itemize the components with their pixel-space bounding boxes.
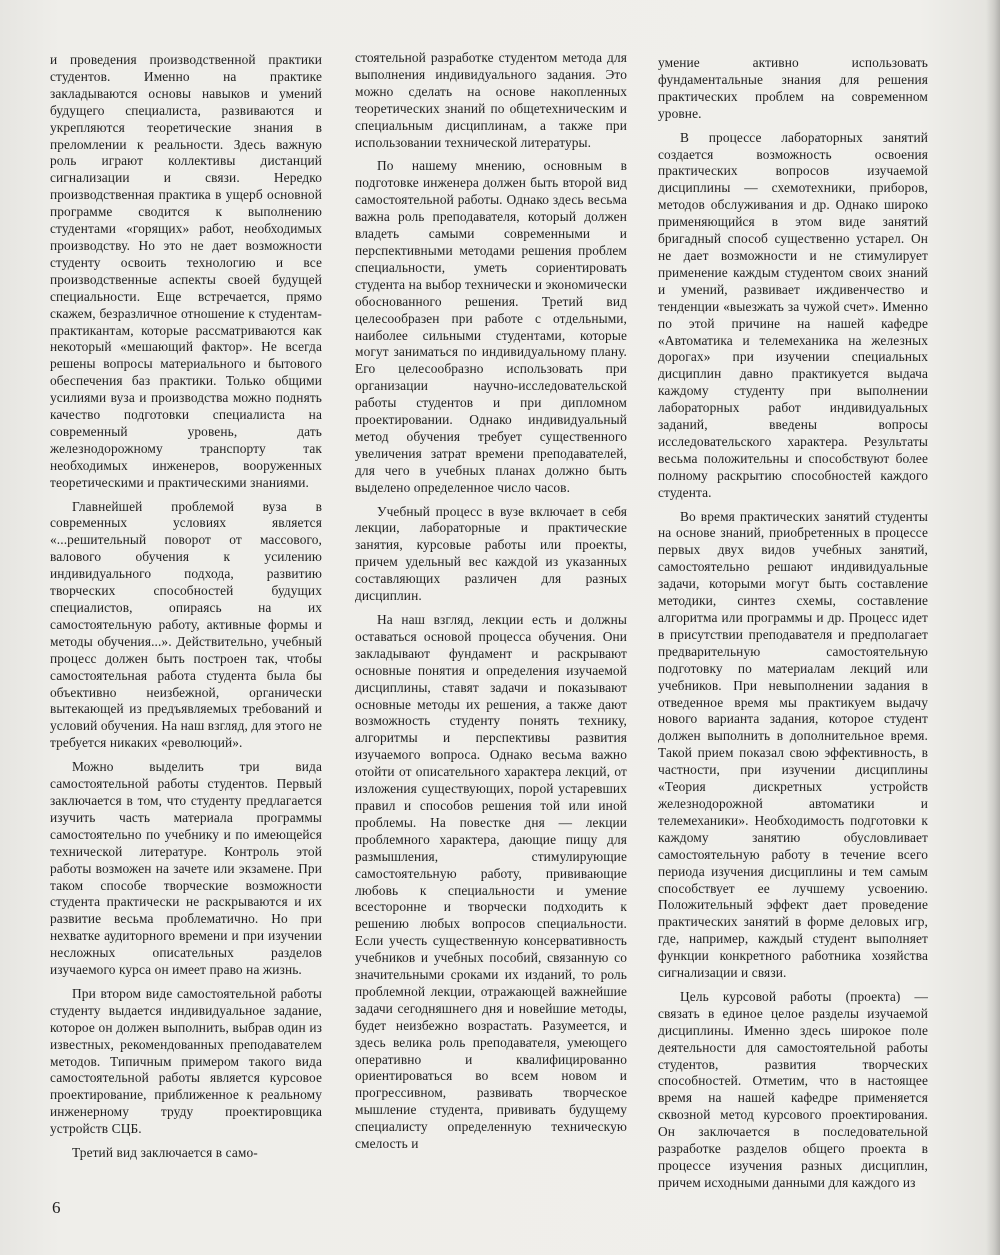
text-column-3 [658,55,928,1199]
paragraph: Учебный процесс в вузе включает в себя лекции, лабораторные и практические занятия, курсовые работы или проекты, причем удельный вес каждой из указанных составляющих различен для разных дисциплин. [355,503,627,604]
page-edge-shadow [986,0,1000,1255]
text-column-1 [50,52,322,1169]
paragraph: По нашему мнению, основным в подготовке инженера должен быть второй вид самостоятельной работы. Однако здесь весьма важна роль преподавателя, который должен владеть самыми современными и перспективными методами решения проблем специальности, уметь сориентировать студента на выбор технически и экономически обоснованного решения. Третий вид целесообразен при работе с отдельными, наиболее сильными студентами, которые могут заниматься по индивидуальному плану. Его целесообразно использовать при организации научно-исследовательской работы студентов и при дипломном проектировании. Однако индивидуальный метод обучения требует существенного увеличения затрат времени преподавателей, для чего в учебных планах должно быть выделено определенное число часов. [355,158,627,495]
paragraph: Главнейшей проблемой вуза в современных условиях является «...решительный поворот от массового, валового обучения к усилению индивидуального подхода, развитию творческих способностей будущих специалистов, опираясь на их самостоятельную работу, активные формы и методы обучения...». Действительно, учебный процесс должен быть построен так, чтобы самостоятельная работа студента была бы объективно неизбежной, органически вытекающей из предъявляемых требований и условий обучения. На наш взгляд, для этого не требуется никаких «революций». [50,498,323,751]
paragraph: и проведения производственной практики студентов. Именно на практике закладываются основы навыков и умений будущего специалиста, развиваются и укрепляются теоретические знания в преломлении к реальности. Здесь важную роль играют коллективы дистанций сигнализации и связи. Нередко производственная практика в ущерб основной программе сводится к выполнению студентами «горящих» работ, необходимых производству. Но это не дает возможности студенту освоить технологию и все производственные аспекты своей будущей специальности. Еще встречается, прямо скажем, безразличное отношение к студентам-практикантам, которые рассматриваются как некоторый «мешающий фактор». Не всегда решены вопросы материального и бытового обеспечения баз практики. Только общими усилиями вуза и производства можно поднять качество подготовки специалиста на современный уровень, дать железнодорожному транспорту так необходимых инженеров, вооруженных теоретическими и практическими знаниями. [50,52,322,490]
paragraph: На наш взгляд, лекции есть и должны оставаться основой процесса обучения. Они закладывают фундамент и раскрывают основные понятия и определения изучаемой дисциплины, ставят задачи и показывают основные методы их решения, а также дают возможность студенту понять технику, алгоритмы и перспективы развития изучаемого вопроса. Однако весьма важно отойти от описательного характера лекций, от изложения существующих, порой устаревших правил и способов решения той или иной проблемы. На повестке дня — лекции проблемного характера, дающие пищу для размышления, стимулирующие самостоятельную работу, прививающие любовь к специальности и умение всесторонне и творчески подходить к решению любых вопросов специальности. Если учесть существенную консервативность учебников и учебных пособий, связанную со значительными сроками их изданий, то роль проблемной лекции, отражающей важнейшие задачи сегодняшнего дня и новейшие методы, будет неизбежно возрастать. Разумеется, и здесь велика роль преподавателя, умеющего оперативно и квалифицированно ориентироваться во всем новом и прогрессивном, развивать творческое мышление студента, прививать будущему специалисту определенную техническую смелость и [355,612,627,1152]
paragraph: умение активно использовать фундаментальные знания для решения практических проблем на современном уровне. [658,55,928,121]
paragraph: В процессе лабораторных занятий создается возможность освоения практических вопросов изучаемой дисциплины — схемотехники, приборов, методов обслуживания и др. Однако широко применяющийся в этом виде занятий бригадный способ существенно устарел. Он не дает возможности и не стимулирует применение каждым студентом своих знаний и умений, развивает иждивенчество и тенденции «выезжать за чужой счет». Именно по этой причине на нашей кафедре «Автоматика и телемеханика на железных дорогах» при изучении специальных дисциплин давно практикуется выдача каждому студенту при выполнении лабораторных работ индивидуальных заданий, введены вопросы исследовательского характера. Результаты весьма положительны и способствуют более полному раскрытию способностей каждого студента. [658,129,928,500]
page-number: 6 [52,1198,61,1217]
text-column-2 [355,50,627,1160]
paragraph: Цель курсовой работы (проекта) — связать в единое целое разделы изучаемой дисциплины. Именно здесь широкое поле деятельности для самостоятельной работы студентов, развития творческих способностей. Отметим, что в настоящее время на нашей кафедре применяется сквозной метод курсового проектирования. Он заключается в последовательной разработке разделов общего проекта в процессе изучения разных дисциплин, причем исходными данными для каждого из [658,988,928,1190]
paragraph: Во время практических занятий студенты на основе знаний, приобретенных в процессе первых двух видов учебных занятий, самостоятельно решают индивидуальные задачи, которыми могут быть составление методики, синтез схемы, составление алгоритма или программы и др. Процесс идет в присутствии преподавателя и предполагает предварительную самостоятельную подготовку по материалам лекций или учебников. При невыполнении задания в отведенное время мы практикуем выдачу нового варианта задания, которое студент должен выполнить в дополнительное время. Такой прием показал свою эффективность, в частности, при изучении дисциплины «Теория дискретных устройств железнодорожной автоматики и телемеханики». Необходимость подготовки к каждому занятию обусловливает самостоятельную работу в течение всего периода изучения дисциплины и тем самым способствует ее лучшему усвоению. Положительный эффект дает проведение практических занятий в форме деловых игр, где, например, каждый студент выполняет функции конкретного работника хозяйства сигнализации и связи. [658,508,928,981]
paragraph: стоятельной разработке студентом метода для выполнения индивидуального задания. Это можно сделать на основе накопленных теоретических знаний по общетехническим и специальным дисциплинам, а также при использовании технической литературы. [355,50,627,150]
paragraph: Третий вид заключается в само- [72,1145,258,1161]
paragraph: При втором виде самостоятельной работы студенту выдается индивидуальное задание, которое он должен выполнить, выбрав один из известных, рекомендованных преподавателем методов. Типичным примером такого вида самостоятельной работы является курсовое проектирование, приближенное к реальному инженерному труду проектировщика устройств СЦБ. [50,985,322,1137]
paragraph: Можно выделить три вида самостоятельной работы студентов. Первый заключается в том, что студенту предлагается изучить часть материала программы самостоятельно по учебнику и по имеющейся технической литературе. Контроль этой работы возможен на зачете или экзамене. При таком способе творческие возможности студента практически не раскрываются и их развитие весьма проблематично. Но при нехватке аудиторного времени и при изучении несложных описательных разделов изучаемого курса он имеет право на жизнь. [50,759,322,978]
